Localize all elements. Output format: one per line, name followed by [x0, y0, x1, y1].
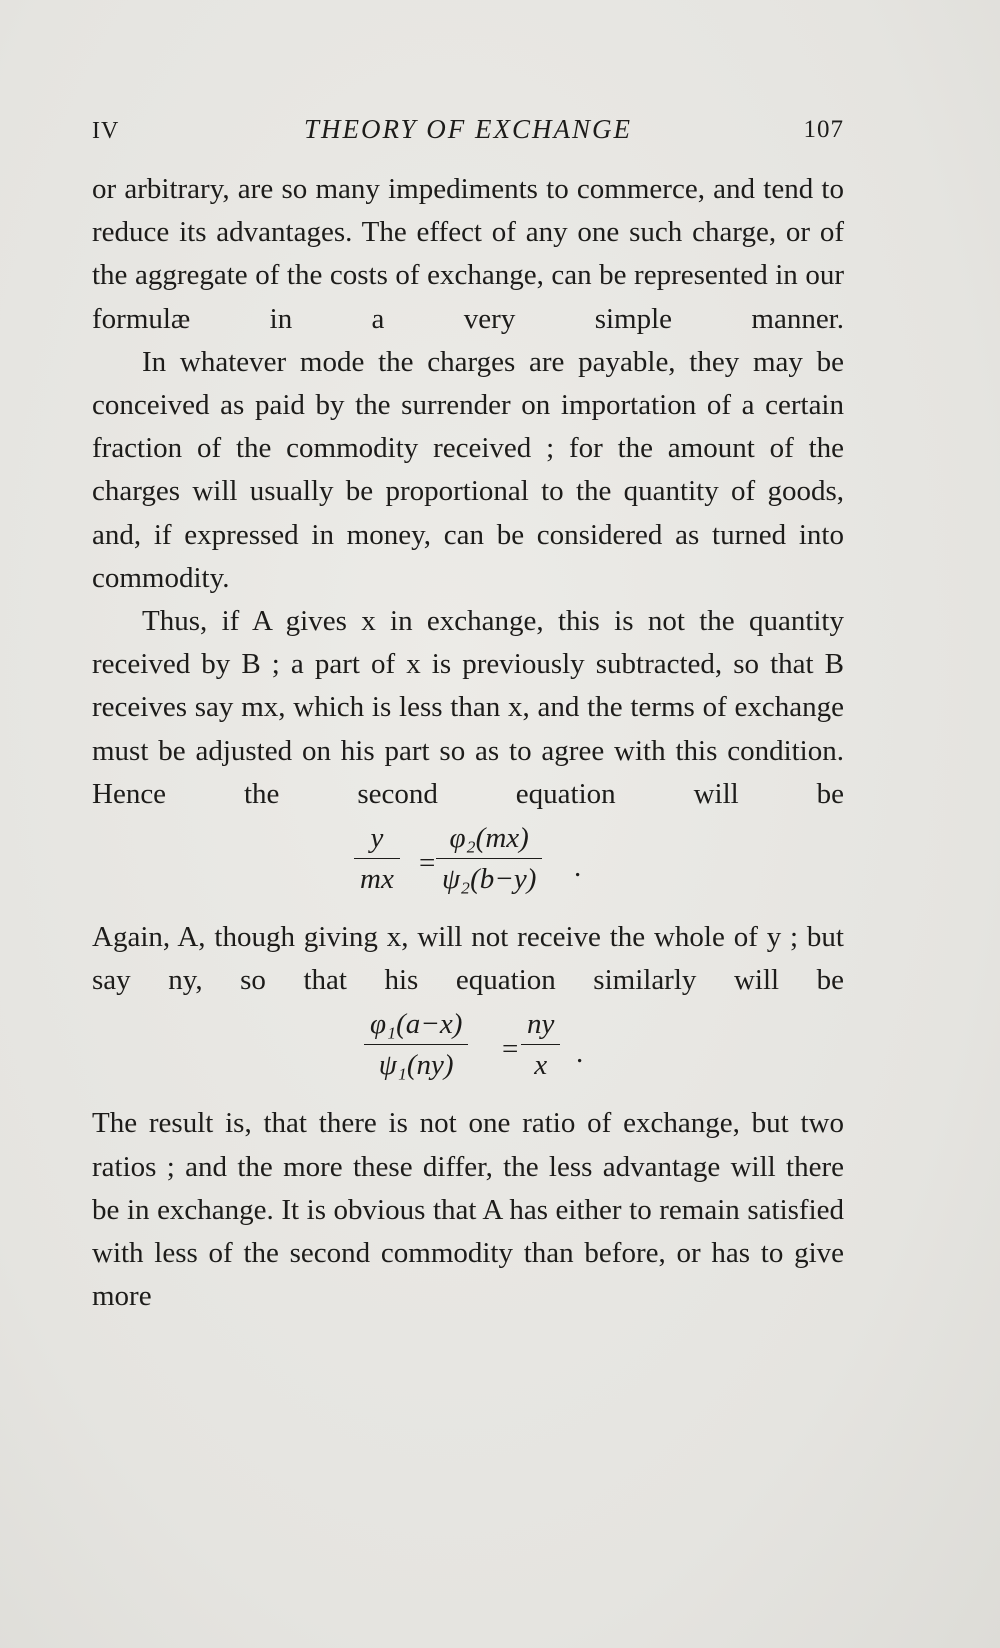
equation2-period: . — [576, 1037, 584, 1070]
equation2-rhs-fraction — [521, 1006, 560, 1083]
equation1-lhs-denominator: mx — [360, 863, 394, 896]
running-title: THEORY OF EXCHANGE — [303, 114, 632, 144]
equation1-lhs-fraction — [354, 820, 400, 897]
equation2-lhs-fraction — [364, 1006, 468, 1083]
equation2-rhs-numerator: ny — [521, 1006, 560, 1045]
equation-second — [92, 816, 844, 916]
running-header — [92, 110, 844, 150]
paragraph-4: Again, A, though giving x, will not receive the whole of y ; but say ny, so that his equation similarly will be — [92, 921, 844, 997]
equation2-lhs-denominator: ψ₁(ny) — [378, 1049, 454, 1082]
equation2-equals-sign: = — [502, 1033, 519, 1066]
equation-first — [92, 1002, 844, 1102]
paragraph-3: Thus, if A gives x in exchange, this is not the quantity received by B ; a part of x is previously subtracted, so that B receives say mx, which is less than x, and the terms of exchange must be adjusted on his part so as to agree with this condition. Hence the second equation will be — [92, 605, 844, 810]
paragraph-2: In whatever mode the charges are payable, they may be conceived as paid by the surrender on importation of a certain fraction of the commodity received ; for the amount of the charges will usually be proportional to the quantity of goods, and, if expressed in money, can be considered as turned into commodity. — [92, 345, 844, 594]
equation2-lhs-numerator: φ₁(a−x) — [364, 1006, 468, 1045]
page-body — [92, 168, 844, 1318]
page-number: 107 — [803, 116, 844, 143]
equation1-lhs-numerator: y — [354, 820, 400, 859]
equation1-rhs-numerator: φ₂(mx) — [436, 820, 542, 859]
paragraph-5: The result is, that there is not one ratio of exchange, but two ratios ; and the more these differ, the less advantage will there be in exchange. It is obvious that A has either to remain satisfied with less of the second commodity than before, or has to give more — [92, 1107, 844, 1313]
equation2-rhs-denominator: x — [534, 1049, 548, 1082]
paragraph-1: or arbitrary, are so many impediments to commerce, and tend to reduce its advantages. The effect of any one such charge, or of the aggregate of the costs of exchange, can be represented in our formulæ in a very simple manner. — [92, 173, 844, 335]
equation1-rhs-fraction — [436, 820, 542, 897]
equation1-period: . — [574, 851, 582, 884]
chapter-number: IV — [92, 118, 120, 144]
equation1-equals-sign: = — [419, 847, 436, 880]
equation1-rhs-denominator: ψ₂(b−y) — [442, 863, 537, 896]
